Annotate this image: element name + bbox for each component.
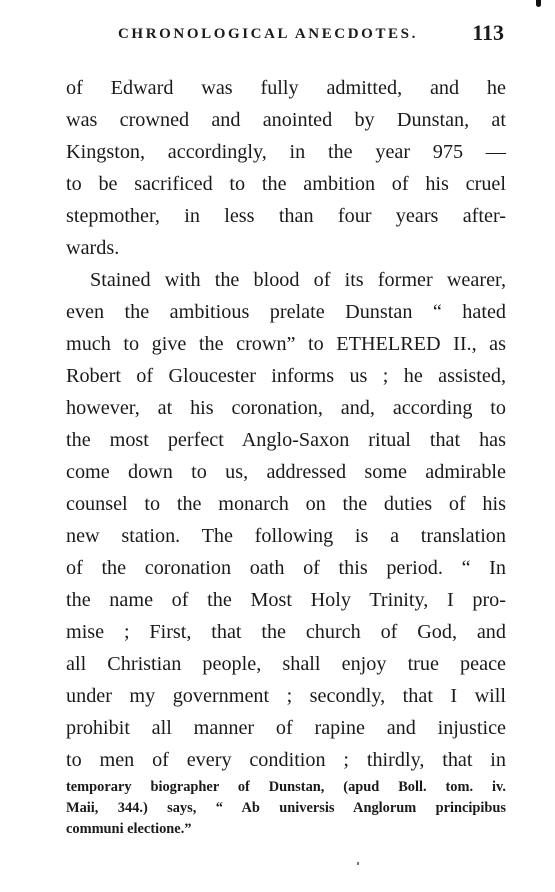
text-line: Robert of Gloucester informs us ; he assisted, xyxy=(66,365,506,387)
text-line: the name of the Most Holy Trinity, I pro- xyxy=(66,589,506,611)
text-line: stepmother, in less than four years after- xyxy=(66,205,506,227)
footnote-line: communi electione.” xyxy=(66,821,192,837)
text-line: come down to us, addressed some admirable xyxy=(66,461,506,483)
body-text xyxy=(66,76,506,780)
footnote-line: Maii, 344.) says, “ Ab universis Anglorum principibus xyxy=(66,800,506,816)
text-line: prohibit all manner of rapine and injustice xyxy=(66,717,506,739)
text-line: Kingston, accordingly, in the year 975 — xyxy=(66,141,506,163)
text-line: counsel to the monarch on the duties of his xyxy=(66,493,506,515)
text-line: even the ambitious prelate Dunstan “ hated xyxy=(66,301,506,323)
text-line: however, at his coronation, and, according to xyxy=(66,397,506,419)
page-number: 113 xyxy=(472,20,504,45)
paragraph-1 xyxy=(66,76,506,268)
text-line: Stained with the blood of its former wearer, xyxy=(90,269,506,291)
running-head xyxy=(66,20,504,48)
footnote-line: temporary biographer of Dunstan, (apud Boll. tom. iv. xyxy=(66,779,506,795)
ink-mark xyxy=(536,0,541,7)
ink-speck xyxy=(357,862,359,865)
text-line: new station. The following is a translation xyxy=(66,525,506,547)
paragraph-2 xyxy=(66,268,506,780)
text-line: under my government ; secondly, that I will xyxy=(66,685,506,707)
footnote xyxy=(66,779,506,842)
text-line: of Edward was fully admitted, and he xyxy=(66,77,506,99)
text-line: the most perfect Anglo-Saxon ritual that has xyxy=(66,429,506,451)
text-line: mise ; First, that the church of God, and xyxy=(66,621,506,643)
text-line: all Christian people, shall enjoy true peace xyxy=(66,653,506,675)
text-line: to be sacrificed to the ambition of his cruel xyxy=(66,173,506,195)
text-line: was crowned and anointed by Dunstan, at xyxy=(66,109,506,131)
text-line: much to give the crown” to ETHELRED II., as xyxy=(66,333,506,355)
text-line: wards. xyxy=(66,237,120,259)
text-line: to men of every condition ; thirdly, that in xyxy=(66,749,506,771)
text-line: of the coronation oath of this period. “ In xyxy=(66,557,506,579)
running-title: CHRONOLOGICAL ANECDOTES. xyxy=(118,26,418,42)
